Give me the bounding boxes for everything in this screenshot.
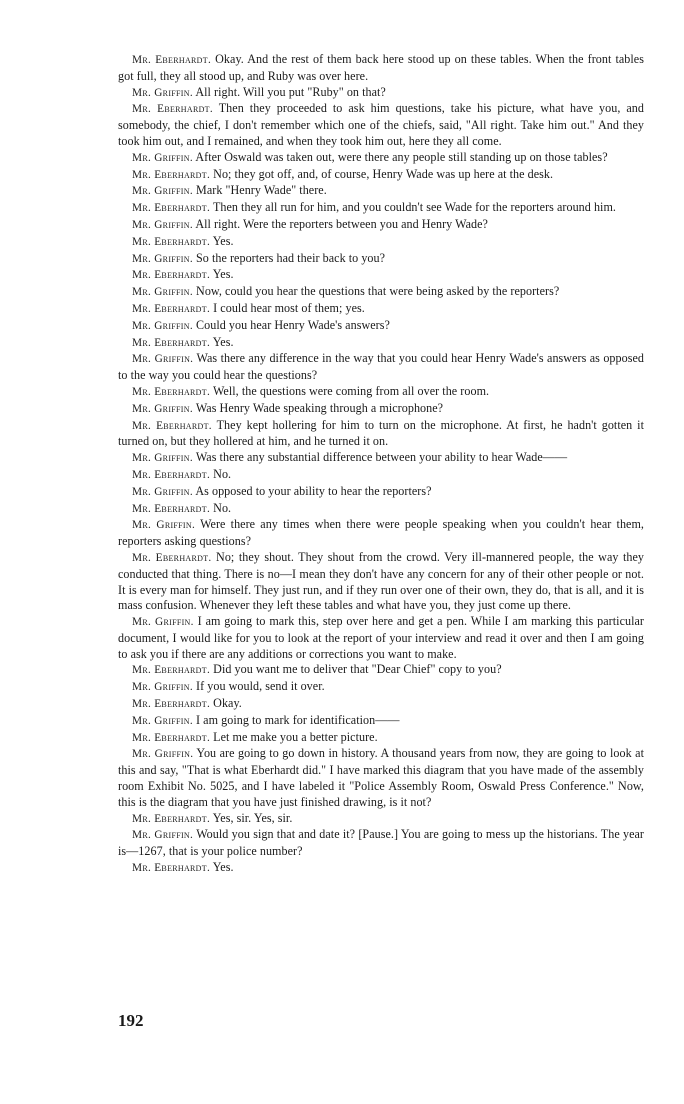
paragraph-text: Now, could you hear the questions that were being asked by the reporters? (196, 284, 560, 299)
paragraph-text: Then they proceeded to ask him questions, take his picture, what have you, and somebody, the chief, I don't remember which one of the chiefs, said, "All right. Take him out." And they took him out, and I remained, and when they took him out, here they all come. (118, 101, 644, 148)
transcript-paragraph (118, 150, 644, 167)
speaker-label: Mr. Griffin. (132, 286, 193, 299)
speaker-label: Mr. Eberhardt. (132, 502, 211, 515)
transcript-paragraph (118, 679, 644, 696)
paragraph-text: All right. Were the reporters between you and Henry Wade? (195, 216, 488, 231)
transcript-paragraph (118, 517, 644, 550)
paragraph-text: They kept hollering for him to turn on the microphone. At first, he hadn't gotten it turned on, but they hollered at him, and he turned it on. (118, 417, 644, 449)
transcript-paragraph (118, 401, 644, 418)
transcript-paragraph (118, 167, 644, 184)
transcript-paragraph (118, 183, 644, 200)
transcript-paragraph (118, 696, 644, 713)
transcript-paragraph (118, 467, 644, 484)
speaker-label: Mr. Eberhardt. (132, 54, 212, 66)
transcript-paragraph (118, 827, 644, 860)
paragraph-text: Was Henry Wade speaking through a microphone? (195, 400, 444, 415)
paragraph-text: Okay. And the rest of them back here stood up on these tables. When the front tables got full, they all stood up, and Ruby was over here. (118, 52, 644, 83)
paragraph-text: Yes. (212, 860, 234, 875)
speaker-label: Mr. Eberhardt. (132, 302, 211, 315)
paragraph-text: You are going to go down in history. A thousand years from now, they are going to look at this and say, "That is what Eberhardt did." I have marked this diagram that you have made of the assembly room Exhibit No. 5025, and I have labeled it "Police Assembly Room, Oswald Press Conference." Now, this is the diagram that you have just finished drawing, is it not? (118, 746, 644, 809)
speaker-label: Mr. Eberhardt. (132, 202, 211, 215)
transcript-paragraph (118, 217, 644, 234)
paragraph-text: If you would, send it over. (196, 679, 325, 694)
transcript-paragraph (118, 101, 644, 149)
paragraph-text: Yes, sir. Yes, sir. (212, 810, 293, 825)
paragraph-text: Yes. (212, 267, 234, 282)
transcript-paragraph (118, 85, 644, 102)
speaker-label: Mr. Griffin. (132, 829, 194, 842)
speaker-label: Mr. Griffin. (132, 319, 193, 332)
speaker-label: Mr. Eberhardt. (132, 551, 212, 564)
transcript-paragraph (118, 501, 644, 518)
speaker-label: Mr. Griffin. (132, 519, 196, 532)
speaker-label: Mr. Griffin. (132, 353, 194, 366)
speaker-label: Mr. Eberhardt. (132, 698, 211, 711)
transcript-paragraph (118, 860, 644, 877)
speaker-label: Mr. Eberhardt. (132, 103, 213, 116)
transcript-paragraph (118, 550, 644, 614)
speaker-label: Mr. Griffin. (132, 681, 193, 694)
speaker-label: Mr. Griffin. (132, 252, 193, 265)
transcript-paragraph (118, 384, 644, 401)
paragraph-text: Would you sign that and date it? [Pause.] You are going to mess up the historians. The year is—1267, that is your police number? (118, 827, 645, 859)
paragraph-text: Did you want me to deliver that "Dear Chief" copy to you? (213, 662, 502, 677)
paragraph-text: I could hear most of them; yes. (213, 300, 365, 315)
speaker-label: Mr. Griffin. (132, 616, 194, 629)
speaker-label: Mr. Griffin. (132, 86, 193, 99)
transcript-paragraph (118, 418, 644, 451)
paragraph-text: All right. Will you put "Ruby" on that? (195, 84, 386, 99)
transcript-paragraph (118, 284, 644, 301)
transcript-paragraph (118, 662, 644, 679)
transcript-paragraph (118, 746, 644, 810)
speaker-label: Mr. Eberhardt. (132, 168, 211, 181)
transcript-paragraph (118, 351, 644, 384)
speaker-label: Mr. Eberhardt. (132, 731, 211, 744)
speaker-label: Mr. Eberhardt. (132, 862, 211, 875)
paragraph-text: No. (213, 500, 232, 515)
speaker-label: Mr. Eberhardt. (132, 269, 211, 282)
paragraph-text: Let me make you a better picture. (213, 729, 378, 744)
speaker-label: Mr. Griffin. (132, 151, 193, 164)
paragraph-text: Mark "Henry Wade" there. (196, 183, 327, 198)
paragraph-text: So the reporters had their back to you? (196, 250, 386, 265)
paragraph-text: Well, the questions were coming from all over the room. (212, 383, 490, 398)
paragraph-text: Were there any times when there were people speaking when you couldn't hear them, reporters asking questions? (118, 517, 644, 549)
transcript-paragraph (118, 450, 644, 467)
transcript-paragraph (118, 301, 644, 318)
paragraph-text: I am going to mark this, step over here and get a pen. While I am marking this particular document, I would like for you to look at the report of your interview and read it over and then I am going to ask you if there are any additions or corrections you want to make. (118, 614, 644, 661)
paragraph-text: No. (213, 466, 232, 481)
paragraph-text: Yes. (212, 233, 234, 248)
paragraph-text: Yes. (212, 334, 234, 349)
paragraph-text: Then they all run for him, and you couldn't see Wade for the reporters around him. (212, 200, 616, 215)
speaker-label: Mr. Eberhardt. (132, 664, 211, 677)
paragraph-text: As opposed to your ability to hear the reporters? (195, 483, 432, 498)
transcript-paragraph (118, 335, 644, 352)
speaker-label: Mr. Eberhardt. (132, 336, 211, 349)
transcript-paragraph (118, 251, 644, 268)
transcript-paragraph (118, 614, 644, 662)
page-number: 192 (118, 1011, 144, 1030)
paragraph-text: Was there any substantial difference between your ability to hear Wade—— (195, 450, 568, 465)
transcript-paragraph (118, 200, 644, 217)
transcript-paragraph (118, 484, 644, 501)
speaker-label: Mr. Griffin. (132, 402, 193, 415)
transcript-paragraph (118, 713, 644, 730)
speaker-label: Mr. Griffin. (132, 218, 193, 231)
transcript-text (118, 52, 644, 877)
speaker-label: Mr. Eberhardt. (132, 812, 211, 825)
speaker-label: Mr. Griffin. (132, 452, 193, 465)
paragraph-text: After Oswald was taken out, were there any people still standing up on those tables? (195, 149, 608, 164)
paragraph-text: I am going to mark for identification—— (196, 712, 400, 727)
transcript-paragraph (118, 730, 644, 747)
speaker-label: Mr. Griffin. (132, 714, 193, 727)
speaker-label: Mr. Eberhardt. (132, 419, 212, 432)
speaker-label: Mr. Eberhardt. (132, 235, 211, 248)
speaker-label: Mr. Eberhardt. (132, 468, 211, 481)
paragraph-text: Could you hear Henry Wade's answers? (196, 317, 390, 332)
speaker-label: Mr. Eberhardt. (132, 385, 211, 398)
speaker-label: Mr. Griffin. (132, 185, 193, 198)
transcript-paragraph (118, 318, 644, 335)
transcript-paragraph (118, 52, 644, 85)
paragraph-text: No; they shout. They shout from the crowd. Very ill-mannered people, the way they conducted that thing. There is no—I mean they don't have any concern for any of their other people or not. It is every man for himself. They just run, and if they run over one of their own, they do, that is all, and it is mass confusion. Whenever they left these tables and what have you, they just come up there. (118, 549, 644, 613)
paragraph-text: No; they got off, and, of course, Henry Wade was up here at the desk. (213, 166, 554, 181)
speaker-label: Mr. Griffin. (132, 748, 194, 761)
transcript-paragraph (118, 234, 644, 251)
transcript-paragraph (118, 267, 644, 284)
paragraph-text: Was there any difference in the way that you could hear Henry Wade's answers as opposed to the way you could hear the questions? (118, 351, 644, 383)
speaker-label: Mr. Griffin. (132, 485, 193, 498)
transcript-paragraph (118, 811, 644, 828)
paragraph-text: Okay. (213, 696, 242, 711)
